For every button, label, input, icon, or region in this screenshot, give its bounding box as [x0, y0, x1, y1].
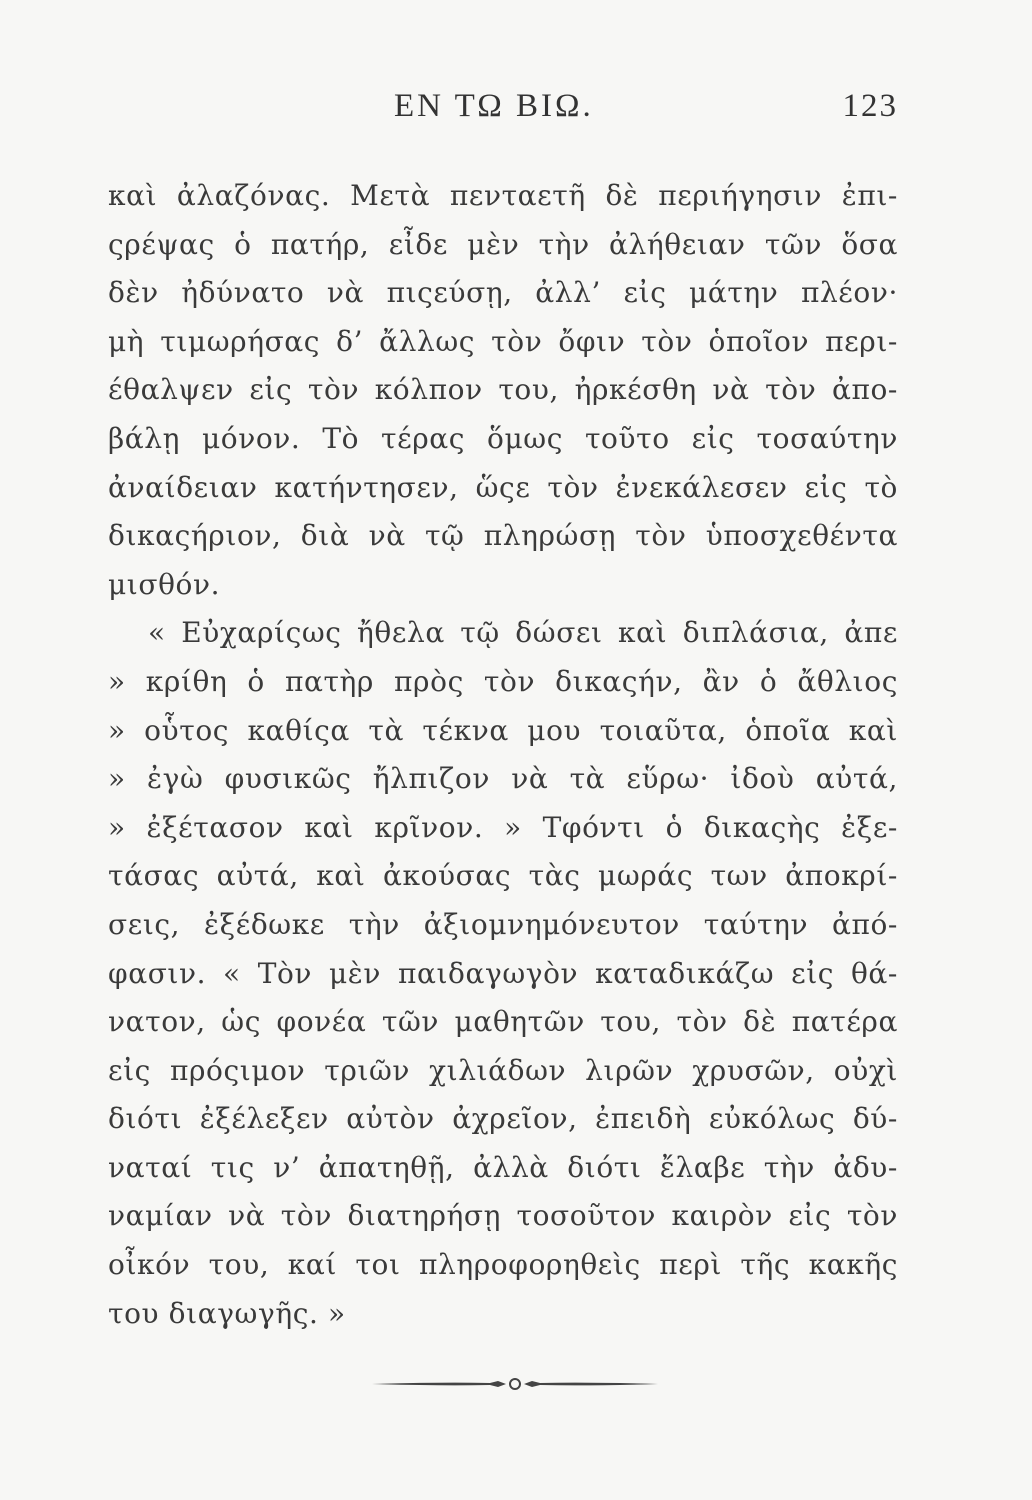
text-line: καὶ ἀλαζόνας. Μετὰ πενταετῆ δὲ περιήγησιν ἐπι-	[108, 179, 898, 212]
text-line: ςρέψας ὁ πατήρ, εἶδε μὲν τὴν ἀλήθειαν τῶν ὅσα	[108, 227, 898, 261]
text-line: » οὗτος καθίςα τὰ τέκνα μου τοιαῦτα, ὁποῖα καὶ	[108, 713, 898, 747]
text-line: δὲν ἠδύνατο νὰ πιςεύσῃ, ἀλλ’ εἰς μάτην πλέον·	[108, 276, 898, 310]
tailpiece-ornament	[370, 1372, 660, 1396]
text-line: νατον, ὡς φονέα τῶν μαθητῶν του, τὸν δὲ πατέρα	[108, 1005, 898, 1039]
text-line: μὴ τιμωρήσας δ’ ἄλλως τὸν ὄφιν τὸν ὁποῖον περι-	[108, 324, 898, 358]
text-line: ναταί τις ν’ ἀπατηθῇ, ἀλλὰ διότι ἔλαβε τὴν ἀδυ-	[108, 1150, 898, 1184]
text-line: βάλῃ μόνον. Τὸ τέρας ὅμως τοῦτο εἰς τοσαύτην	[108, 421, 898, 455]
page-header	[108, 88, 898, 138]
text-line: » κρίθη ὁ πατὴρ πρὸς τὸν δικαςήν, ἂν ὁ ἄθλιος	[108, 664, 898, 698]
text-line: οἶκόν του, καί τοι πληροφορηθεὶς περὶ τῆς κακῆς	[108, 1248, 898, 1282]
text-line: » ἐξέτασον καὶ κρῖνον. » Τφόντι ὁ δικαςὴς ἐξε-	[108, 810, 898, 844]
text-line: διότι ἐξέλεξεν αὐτὸν ἀχρεῖον, ἐπειδὴ εὐκόλως δύ-	[108, 1102, 898, 1136]
text-line: δικαςήριον, διὰ νὰ τῷ πληρώσῃ τὸν ὑποσχεθέντα	[108, 519, 898, 553]
text-line: του διαγωγῆς. »	[108, 1296, 346, 1330]
body-text	[108, 172, 898, 1338]
text-line: έθαλψεν εἰς τὸν κόλπον του, ἠρκέσθη νὰ τὸν ἀπο-	[108, 373, 898, 407]
text-line: ἀναίδειαν κατήντησεν, ὥςε τὸν ἐνεκάλεσεν εἰς τὸ	[108, 470, 898, 504]
text-line: ναμίαν νὰ τὸν διατηρήσῃ τοσοῦτον καιρὸν εἰς τὸν	[108, 1199, 898, 1233]
page-number: 123	[842, 88, 898, 124]
text-line: » ἐγὼ φυσικῶς ἤλπιζον νὰ τὰ εὕρω· ἰδοὺ αὐτά,	[108, 762, 898, 796]
text-line: εἰς πρόςιμον τριῶν χιλιάδων λιρῶν χρυσῶν, οὐχὶ	[108, 1053, 898, 1087]
text-line: τάσας αὐτά, καὶ ἀκούσας τὰς μωράς των ἀποκρί-	[108, 859, 898, 893]
text-line: μισθόν.	[108, 567, 221, 601]
text-line: « Εὐχαρίςως ἤθελα τῷ δώσει καὶ διπλάσια, ἀπε	[148, 616, 898, 650]
text-line: φασιν. « Τὸν μὲν παιδαγωγὸν καταδικάζω εἰς θά-	[108, 956, 898, 990]
running-head: ΕΝ ΤΩ ΒΙΩ.	[394, 88, 594, 124]
text-line: σεις, ἐξέδωκε τὴν ἀξιομνημόνευτον ταύτην ἀπό-	[108, 907, 898, 941]
